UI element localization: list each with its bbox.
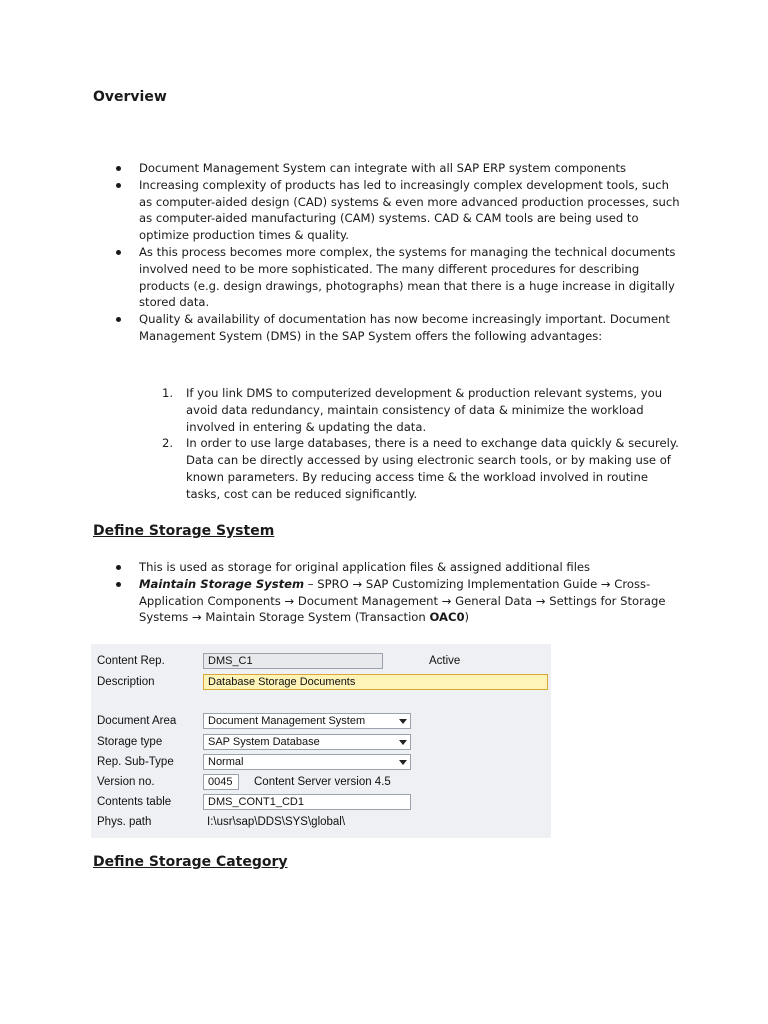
storage-type-label: Storage type <box>97 736 163 748</box>
document-area-label: Document Area <box>97 715 177 727</box>
storage-category-heading: Define Storage Category <box>93 854 288 870</box>
list-item <box>160 435 680 502</box>
list-item: As this process becomes more complex, the systems for managing the technical documents involved need to be more sophisticated. The many different procedures for describing products (e.g. design drawings, photographs) mean that there is a huge increase in digitally stored data. <box>110 244 680 311</box>
contents-table-field[interactable]: DMS_CONT1_CD1 <box>203 794 411 810</box>
sap-storage-system-screen <box>91 644 551 838</box>
list-item: This is used as storage for original application files & assigned additional files <box>110 559 680 576</box>
storage-system-bullet-list <box>110 559 680 626</box>
menu-path-text: – SPRO → SAP Customizing Implementation Guide → Cross-Application Components → Document Management → General Data → Settings for Storage Systems → Maintain Storage System (Transaction <box>139 576 666 625</box>
rep-subtype-label: Rep. Sub-Type <box>97 756 174 768</box>
document-area-dropdown[interactable] <box>203 713 411 729</box>
storage-system-heading: Define Storage System <box>93 523 275 539</box>
version-label: Version no. <box>97 776 155 788</box>
item-number: 2. <box>162 436 174 451</box>
storage-type-value: SAP System Database <box>208 736 320 748</box>
phys-path-label: Phys. path <box>97 816 152 828</box>
content-rep-label: Content Rep. <box>97 655 165 667</box>
document-area-value: Document Management System <box>208 715 366 727</box>
rep-subtype-value: Normal <box>208 756 244 768</box>
overview-heading: Overview <box>93 89 167 105</box>
version-field[interactable]: 0045 <box>203 774 239 790</box>
status-text: Active <box>429 655 461 667</box>
content-rep-field[interactable]: DMS_C1 <box>203 653 383 669</box>
list-item: Increasing complexity of products has led to increasingly complex development tools, such as computer-aided design (CAD) systems & even more advanced production processes, such as computer-aided manufacturing (CAM) systems. CAD & CAM tools are being used to optimize production times & quality. <box>110 177 680 244</box>
item-text: In order to use large databases, there is a need to exchange data quickly & securely. Data can be directly accessed by using electronic search tools, or by making use of known parameters. By reducing access time & the workload involved in routine tasks, cost can be reduced significantly. <box>186 436 679 501</box>
list-item: Quality & availability of documentation has now become increasingly important. Document Management System (DMS) in the SAP System offers the following advantages: <box>110 311 680 345</box>
advantages-list <box>160 385 680 503</box>
chevron-down-icon[interactable] <box>399 760 407 765</box>
closing-paren: ) <box>464 610 470 625</box>
list-item: Document Management System can integrate with all SAP ERP system components <box>110 160 680 177</box>
chevron-down-icon[interactable] <box>399 740 407 745</box>
description-field[interactable]: Database Storage Documents <box>203 674 548 690</box>
description-label: Description <box>97 676 155 688</box>
item-text: If you link DMS to computerized development & production relevant systems, you avoid data redundancy, maintain consistency of data & minimize the workload involved in entering & updating the data. <box>186 386 663 434</box>
list-item <box>110 576 680 626</box>
chevron-down-icon[interactable] <box>399 719 407 724</box>
transaction-code: OAC0 <box>429 610 465 625</box>
rep-subtype-dropdown[interactable] <box>203 754 411 770</box>
list-item <box>160 385 680 435</box>
storage-type-dropdown[interactable] <box>203 734 411 750</box>
item-number: 1. <box>162 386 174 400</box>
phys-path-value: I:\usr\sap\DDS\SYS\global\ <box>207 816 346 828</box>
version-text: Content Server version 4.5 <box>254 776 391 788</box>
maintain-storage-system-label: Maintain Storage System <box>139 576 305 591</box>
overview-bullet-list <box>110 160 680 345</box>
contents-table-label: Contents table <box>97 796 172 808</box>
